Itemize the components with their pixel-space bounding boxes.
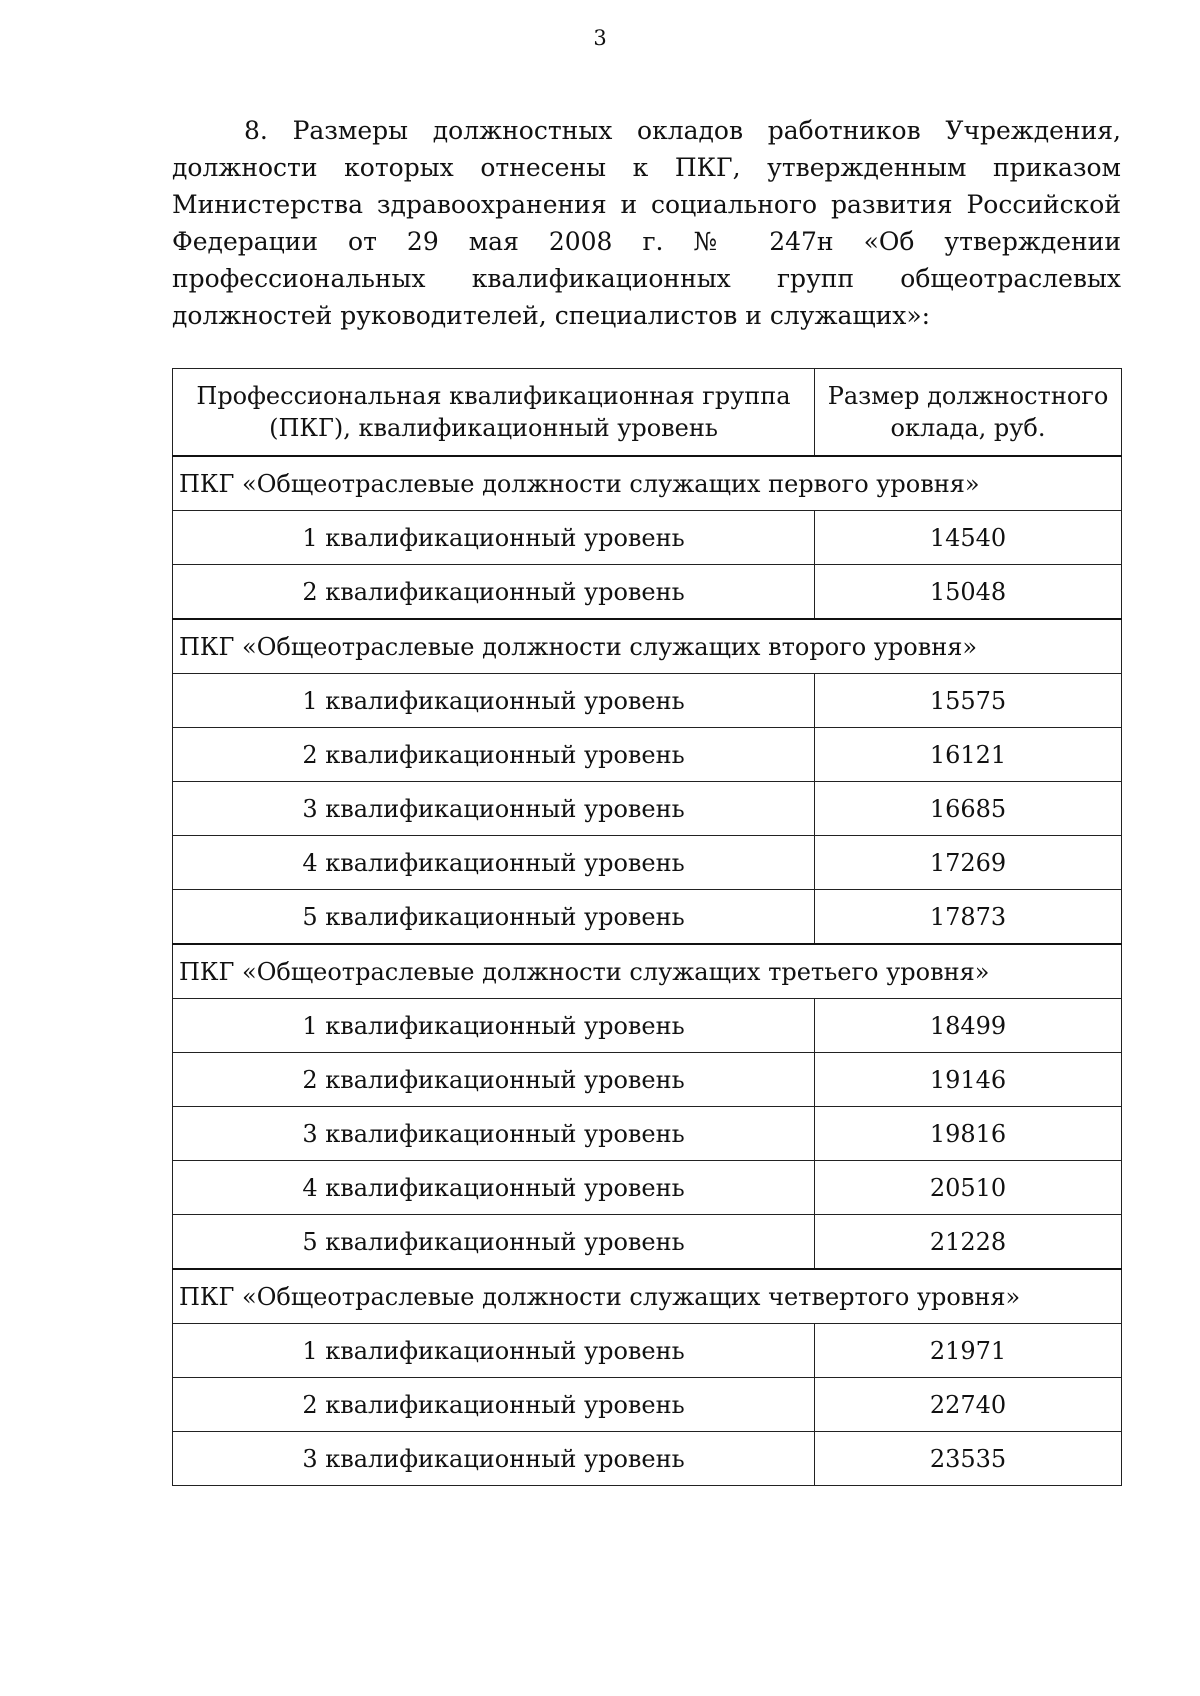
- group-title: ПКГ «Общеотраслевые должности служащих третьего уровня»: [173, 944, 1122, 999]
- salary-cell: 23535: [815, 1432, 1122, 1486]
- qualification-level-cell: 5 квалификационный уровень: [173, 890, 815, 945]
- table-body: [173, 456, 1122, 1486]
- group-title: ПКГ «Общеотраслевые должности служащих второго уровня»: [173, 619, 1122, 674]
- table-row: [173, 1432, 1122, 1486]
- group-row: [173, 944, 1122, 999]
- table-row: [173, 836, 1122, 890]
- salary-cell: 15048: [815, 565, 1122, 620]
- table-row: [173, 1215, 1122, 1270]
- table-row: [173, 1107, 1122, 1161]
- intro-paragraph: 8. Размеры должностных окладов работников Учреждения, должности которых отнесены к ПКГ, утвержденным приказом Министерства здравоохранения и социального развития Российской Федерации от 29 мая 2008 г. № 247н «Об утверждении профессиональных квалификационных групп общеотраслевых должностей руководителей, специалистов и служащих»:: [172, 116, 1121, 330]
- table-row: [173, 565, 1122, 620]
- table-row: [173, 999, 1122, 1053]
- qualification-level-cell: 1 квалификационный уровень: [173, 999, 815, 1053]
- table-row: [173, 782, 1122, 836]
- table-header-row: [173, 369, 1122, 457]
- salary-cell: 17873: [815, 890, 1122, 945]
- salary-cell: 17269: [815, 836, 1122, 890]
- salary-cell: 21971: [815, 1324, 1122, 1378]
- qualification-level-cell: 1 квалификационный уровень: [173, 511, 815, 565]
- salary-cell: 20510: [815, 1161, 1122, 1215]
- qualification-level-cell: 3 квалификационный уровень: [173, 1432, 815, 1486]
- table-row: [173, 1378, 1122, 1432]
- table-row: [173, 1161, 1122, 1215]
- group-row: [173, 1269, 1122, 1324]
- group-row: [173, 456, 1122, 511]
- salary-cell: 19816: [815, 1107, 1122, 1161]
- table-row: [173, 674, 1122, 728]
- table-row: [173, 728, 1122, 782]
- qualification-level-cell: 3 квалификационный уровень: [173, 782, 815, 836]
- salary-cell: 14540: [815, 511, 1122, 565]
- qualification-level-cell: 1 квалификационный уровень: [173, 674, 815, 728]
- salary-cell: 19146: [815, 1053, 1122, 1107]
- qualification-level-cell: 4 квалификационный уровень: [173, 836, 815, 890]
- table-row: [173, 1053, 1122, 1107]
- salary-cell: 18499: [815, 999, 1122, 1053]
- group-row: [173, 619, 1122, 674]
- salary-table: [172, 368, 1122, 1486]
- table-header: [173, 369, 1122, 457]
- qualification-level-cell: 2 квалификационный уровень: [173, 1053, 815, 1107]
- table-row: [173, 1324, 1122, 1378]
- header-salary: Размер должностного оклада, руб.: [815, 369, 1122, 457]
- group-title: ПКГ «Общеотраслевые должности служащих четвертого уровня»: [173, 1269, 1122, 1324]
- salary-cell: 21228: [815, 1215, 1122, 1270]
- salary-cell: 15575: [815, 674, 1122, 728]
- header-group-level: Профессиональная квалификационная группа (ПКГ), квалификационный уровень: [173, 369, 815, 457]
- qualification-level-cell: 3 квалификационный уровень: [173, 1107, 815, 1161]
- table-row: [173, 511, 1122, 565]
- qualification-level-cell: 2 квалификационный уровень: [173, 565, 815, 620]
- salary-cell: 16121: [815, 728, 1122, 782]
- group-title: ПКГ «Общеотраслевые должности служащих первого уровня»: [173, 456, 1122, 511]
- salary-cell: 16685: [815, 782, 1122, 836]
- page-number: 3: [593, 26, 607, 50]
- table-row: [173, 890, 1122, 945]
- salary-cell: 22740: [815, 1378, 1122, 1432]
- qualification-level-cell: 1 квалификационный уровень: [173, 1324, 815, 1378]
- qualification-level-cell: 2 квалификационный уровень: [173, 728, 815, 782]
- qualification-level-cell: 4 квалификационный уровень: [173, 1161, 815, 1215]
- qualification-level-cell: 5 квалификационный уровень: [173, 1215, 815, 1270]
- qualification-level-cell: 2 квалификационный уровень: [173, 1378, 815, 1432]
